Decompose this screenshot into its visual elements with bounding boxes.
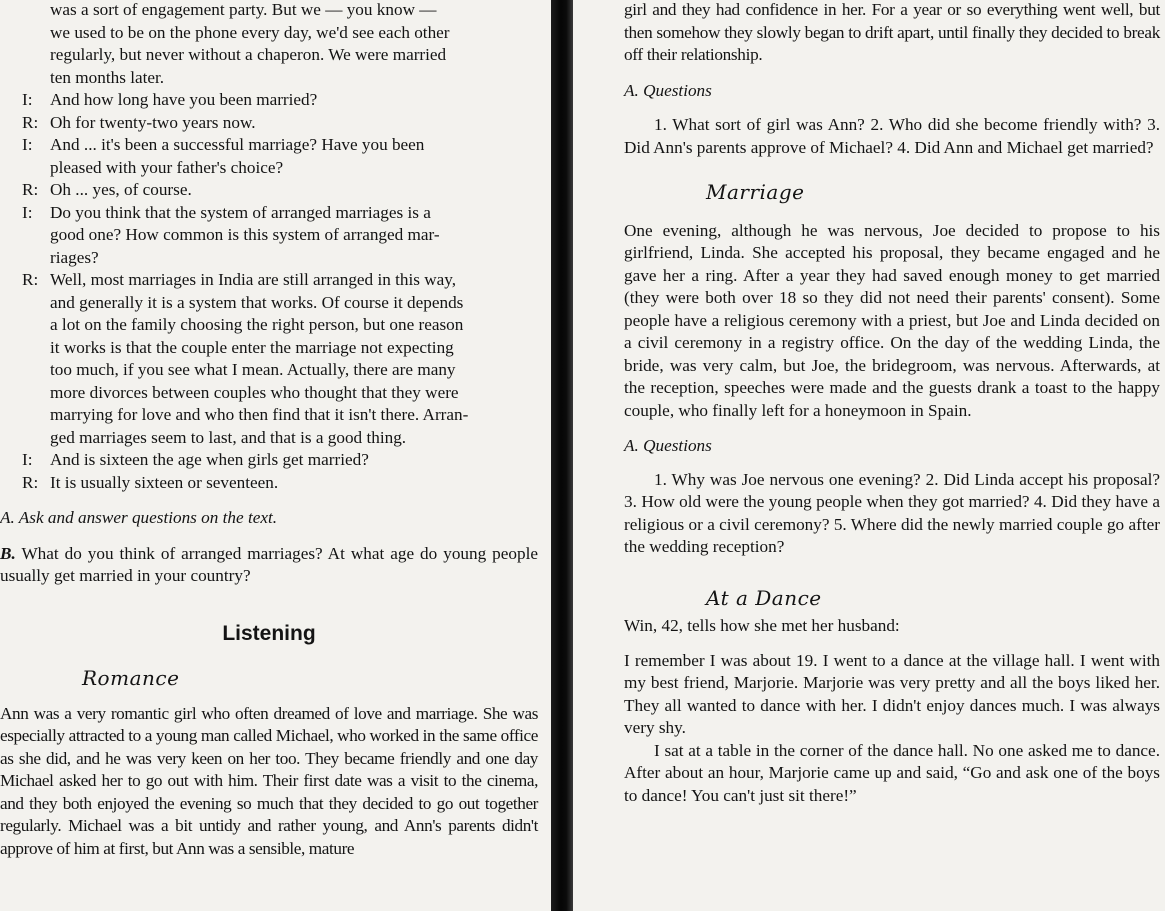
dialogue-turn	[0, 449, 538, 472]
utterance-line: good one? How common is this system of arranged mar-	[50, 225, 440, 244]
utterance-line: riages?	[50, 247, 99, 267]
dance-paragraph-2: I sat at a table in the corner of the dance hall. No one asked me to dance. After about an hour, Marjorie came up and said, “Go and ask one of the boys to dance! You can't just sit there!”	[624, 740, 1160, 805]
utterance-line: Well, most marriages in India are still arranged in this way,	[50, 270, 457, 289]
dialogue-turn	[0, 89, 538, 112]
utterance-line: a lot on the family choosing the right person, but one reason	[50, 315, 464, 334]
interview-dialogue	[0, 89, 538, 494]
romance-questions: 1. What sort of girl was Ann? 2. Who did she become friendly with? 3. Did Ann's parents approve of Michael? 4. Did Ann and Michael get married?	[624, 115, 1160, 157]
utterance-line: and generally it is a system that works. Of course it depends	[50, 292, 464, 312]
speaker-label: I:	[22, 450, 33, 469]
dance-paragraph-1: I remember I was about 19. I went to a dance at the village hall. I went with my best friend, Marjorie. Marjorie was very pretty and all the boys liked her. They all wanted to dance with her. I didn't enjoy dances much. I was always very shy.	[624, 650, 1160, 737]
speaker-label: I:	[22, 202, 33, 222]
intro-line: we used to be on the phone every day, we'd see each other	[50, 22, 450, 42]
utterance-line: Do you think that the system of arranged marriages is a	[50, 202, 431, 222]
book-spine-shadow	[551, 0, 573, 911]
utterance-line: more divorces between couples who thought that they were	[50, 382, 459, 402]
utterance-line: it works is that the couple enter the marriage not expecting	[50, 337, 454, 357]
utterance-line: too much, if you see what I mean. Actually, there are many	[50, 360, 456, 379]
utterance-line: marrying for love and who then find that it isn't there. Arran-	[50, 405, 469, 424]
marriage-text: One evening, although he was nervous, Joe decided to propose to his girlfriend, Linda. She accepted his proposal, they became engaged and he gave her a ring. After a year they had saved enough money to get married (they were both over 18 so they did not need their parents' consent). Some people have a religious ceremony with a priest, but Joe and Linda decided on a civil ceremony in a registry office. On the day of the wedding Linda, the bride, was very calm, but Joe, the bridegroom, was nervous. Afterwards, at the reception, speeches were made and the guests drank a toast to the happy couple, who finally left for a honeymoon in Spain.	[624, 220, 1160, 420]
task-a	[0, 507, 538, 530]
romance-questions-label: A. Questions	[624, 80, 712, 100]
intro-line: regularly, but never without a chaperon. We were married	[50, 45, 447, 64]
speaker-label: I:	[22, 135, 33, 154]
dialogue-turn	[0, 202, 538, 270]
section-heading-listening: Listening	[222, 621, 316, 645]
interview-intro	[0, 0, 538, 89]
task-a-label: A.	[0, 508, 15, 527]
dance-intro: Win, 42, tells how she met her husband:	[624, 616, 900, 635]
romance-continuation: girl and they had confidence in her. For a year or so everything went well, but then somehow they slowly began to drift apart, until finally they decided to break off their relationship.	[624, 0, 1160, 64]
dialogue-turn	[0, 269, 538, 449]
utterance-line: pleased with your father's choice?	[50, 157, 284, 177]
utterance-line: ged marriages seem to last, and that is a good thing.	[50, 427, 407, 447]
marriage-questions: 1. Why was Joe nervous one evening? 2. Did Linda accept his proposal? 3. How old were the young people when they got married? 4. Did they have a religious or a civil ceremony? 5. Where did the newly married couple go after the wedding reception?	[624, 469, 1160, 556]
dialogue-turn	[0, 134, 538, 179]
intro-line: was a sort of engagement party. But we — you know —	[50, 0, 437, 19]
intro-line: ten months later.	[50, 67, 165, 87]
task-b-label: B.	[0, 543, 16, 563]
speaker-label: R:	[22, 472, 39, 492]
dialogue-turn	[0, 112, 538, 135]
story-title-romance: Romance	[82, 666, 180, 690]
utterance-line: And is sixteen the age when girls get married?	[50, 450, 369, 469]
dialogue-turn	[0, 472, 538, 495]
speaker-label: R:	[22, 180, 39, 199]
utterance-line: And ... it's been a successful marriage? Have you been	[50, 135, 425, 154]
speaker-label: R:	[22, 270, 39, 289]
utterance-line: Oh ... yes, of course.	[50, 180, 192, 199]
left-column	[0, 0, 538, 860]
right-column	[624, 0, 1160, 807]
task-b-text: What do you think of arranged marriages? At what age do young people usually get married in your country?	[0, 543, 538, 585]
task-a-text: Ask and answer questions on the text.	[18, 508, 278, 527]
story-title-at-a-dance: At a Dance	[706, 585, 822, 610]
story-title-marriage: Marriage	[706, 180, 805, 204]
speaker-label: I:	[22, 90, 33, 109]
utterance-line: Oh for twenty-two years now.	[50, 112, 256, 132]
utterance-line: And how long have you been married?	[50, 90, 318, 109]
task-b	[0, 543, 538, 588]
dialogue-turn	[0, 179, 538, 202]
romance-text: Ann was a very romantic girl who often dreamed of love and marriage. She was especially attracted to a young man called Michael, who worked in the same office as she did, and he was very keen on her too. They became friendly and one day Michael asked her to go out with him. Their first date was a visit to the cinema, and they both enjoyed the evening so much that they decided to go out together regularly. Michael was a bit untidy and rather young, and Ann's parents didn't approve of him at first, but Ann was a sensible, mature	[0, 703, 538, 858]
utterance-line: It is usually sixteen or seventeen.	[50, 472, 279, 492]
speaker-label: R:	[22, 112, 39, 132]
marriage-questions-label: A. Questions	[624, 436, 712, 455]
